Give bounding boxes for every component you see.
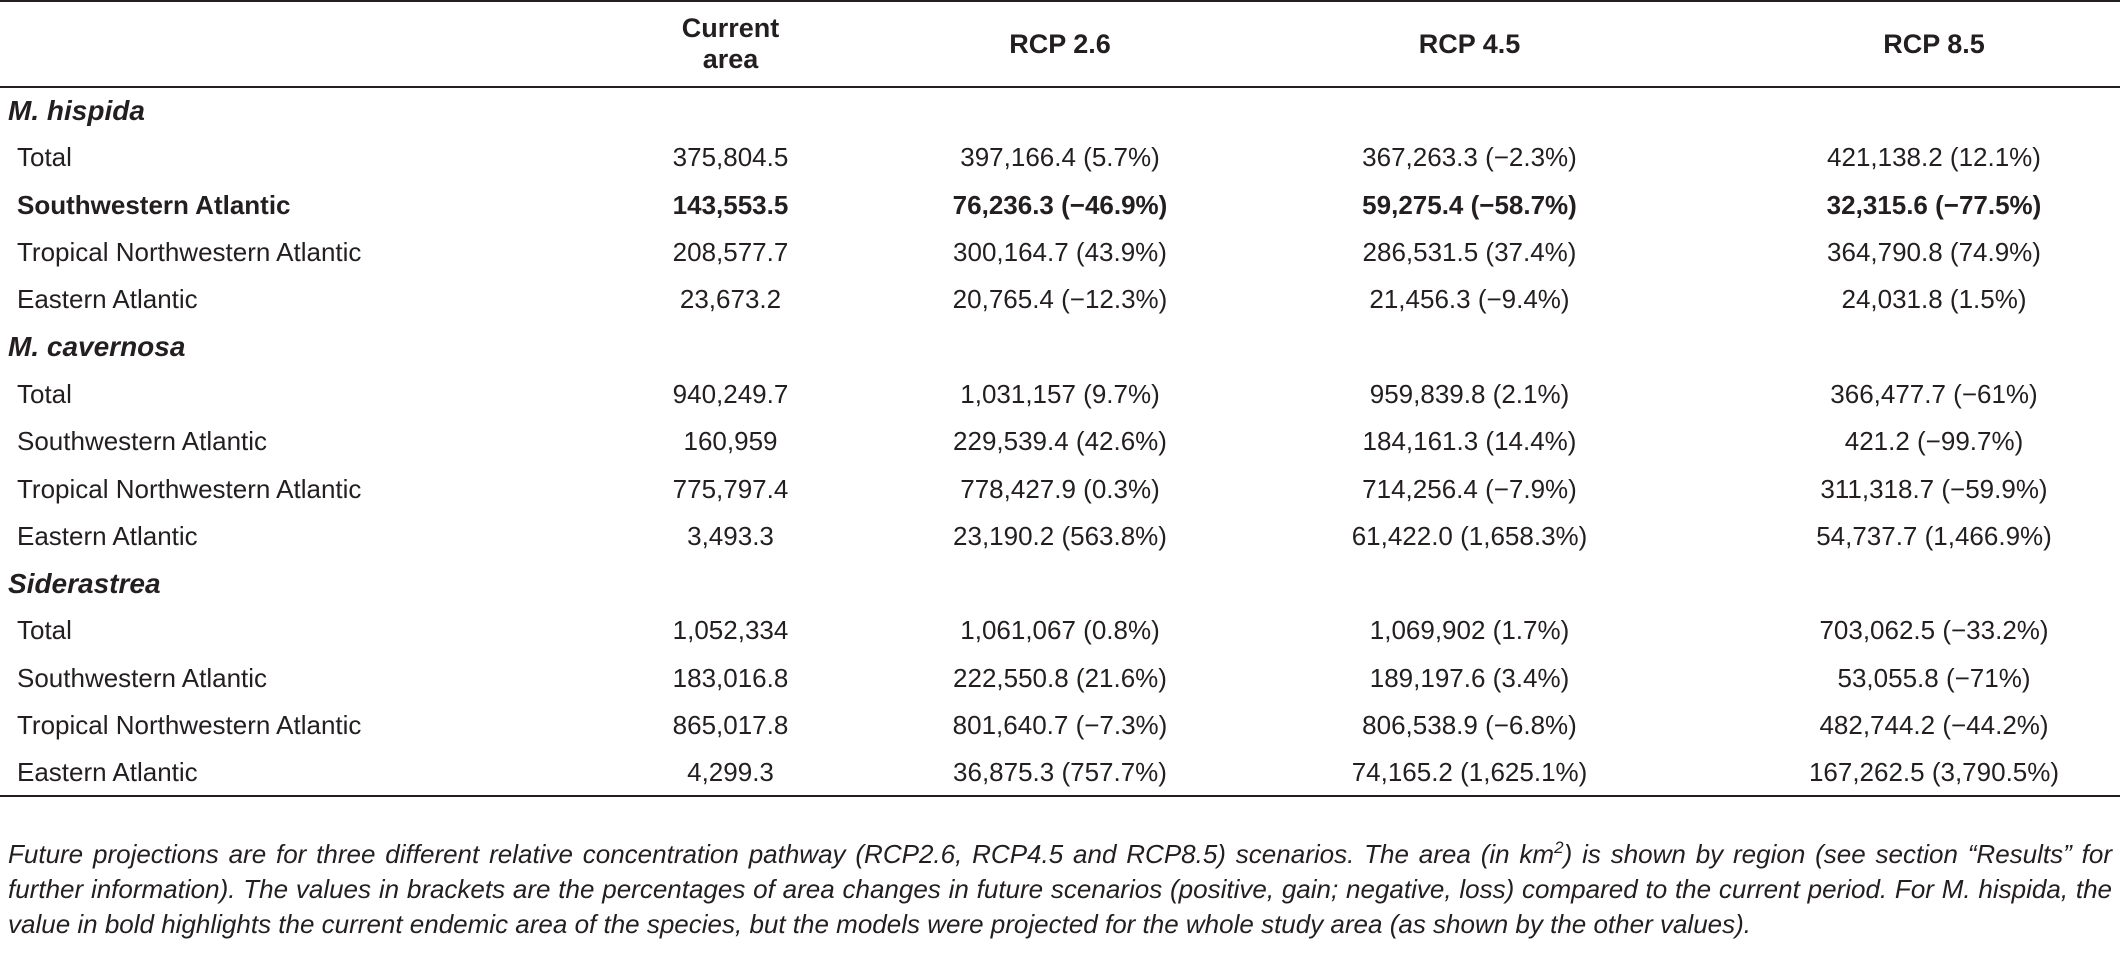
footnote-text-part2: ) is shown by region (see section “Results” for further information). The values in brackets are the percentages of area changes in future scenarios (positive, gain; negative, loss) compared to the current period. For M. hispida, the value in bold highlights the current endemic area of the species, but the models were projected for the whole study area (as shown by the other values). <box>8 839 2112 939</box>
table-row <box>0 134 2120 181</box>
cell-rcp45: 714,256.4 (−7.9%) <box>1362 473 1577 504</box>
cell-rcp45: 959,839.8 (2.1%) <box>1369 378 1570 409</box>
cell-rcp85: 32,315.6 (−77.5%) <box>1826 189 2042 220</box>
cell-current: 775,797.4 <box>672 473 789 504</box>
header-current-area: Current area <box>548 1 793 87</box>
group-row-m-cavernosa <box>0 323 2120 370</box>
group-row-m-hispida <box>0 87 2120 134</box>
cell-current: 208,577.7 <box>672 237 789 268</box>
cell-rcp45: 61,422.0 (1,658.3%) <box>1351 520 1588 551</box>
table-row <box>0 371 2120 418</box>
cell-rcp85: 364,790.8 (74.9%) <box>1827 237 2041 268</box>
cell-rcp26: 801,640.7 (−7.3%) <box>952 710 1168 740</box>
table-row <box>0 513 2120 560</box>
footnote-superscript: 2 <box>1554 838 1564 857</box>
cell-current: 143,553.5 <box>672 189 789 220</box>
cell-rcp26: 222,550.8 (21.6%) <box>953 662 1167 693</box>
cell-current: 4,299.3 <box>548 749 793 796</box>
footnote-text-part1: Future projections are for three different relative concentration pathway (RCP2.6, RCP4.5 and RCP8.5) scenarios. The area (in km <box>8 839 1555 869</box>
cell-rcp45: 189,197.6 (3.4%) <box>1369 662 1570 693</box>
row-label: Total <box>17 378 72 409</box>
cell-rcp45: 367,263.3 (−2.3%) <box>1362 142 1577 173</box>
table-body <box>0 87 2120 796</box>
cell-rcp45: 184,161.3 (14.4%) <box>1362 426 1577 457</box>
cell-rcp26: 1,031,157 (9.7%) <box>960 378 1160 409</box>
table-row <box>0 418 2120 465</box>
row-label: Eastern Atlantic <box>0 749 548 796</box>
cell-current: 160,959 <box>683 426 778 457</box>
cell-rcp26: 76,236.3 (−46.9%) <box>952 189 1168 220</box>
cell-rcp85: 53,055.8 (−71%) <box>1837 662 2031 693</box>
cell-rcp45: 59,275.4 (−58.7%) <box>1362 189 1577 220</box>
row-label: Tropical Northwestern Atlantic <box>17 710 362 740</box>
cell-rcp85: 167,262.5 (3,790.5%) <box>1678 749 2120 796</box>
table-row <box>0 655 2120 702</box>
table-header <box>0 1 2120 87</box>
cell-rcp26: 36,875.3 (757.7%) <box>793 749 1241 796</box>
table-row-highlighted <box>0 182 2120 229</box>
cell-rcp85: 421,138.2 (12.1%) <box>1827 142 2041 173</box>
cell-rcp26: 23,190.2 (563.8%) <box>953 520 1167 551</box>
table-row <box>0 702 2120 749</box>
cell-rcp45: 1,069,902 (1.7%) <box>1369 615 1570 646</box>
table-row <box>0 465 2120 512</box>
group-label: Siderastrea <box>8 567 161 599</box>
table-row <box>0 276 2120 323</box>
cell-rcp26: 778,427.9 (0.3%) <box>960 473 1160 504</box>
row-label: Eastern Atlantic <box>17 284 198 315</box>
cell-current: 865,017.8 <box>672 710 789 740</box>
cell-rcp85: 54,737.7 (1,466.9%) <box>1816 520 2052 551</box>
header-rcp26: RCP 2.6 <box>793 1 1241 87</box>
cell-rcp45: 806,538.9 (−6.8%) <box>1362 710 1577 740</box>
cell-current: 940,249.7 <box>672 378 789 409</box>
table-row <box>0 749 2120 796</box>
cell-rcp26: 20,765.4 (−12.3%) <box>952 284 1168 315</box>
cell-rcp85: 482,744.2 (−44.2%) <box>1819 710 2049 740</box>
cell-rcp85: 311,318.7 (−59.9%) <box>1820 473 2048 504</box>
cell-rcp26: 397,166.4 (5.7%) <box>960 142 1160 173</box>
cell-rcp85: 703,062.5 (−33.2%) <box>1819 615 2049 646</box>
row-label: Southwestern Atlantic <box>17 426 268 457</box>
table-row <box>0 607 2120 654</box>
row-label: Total <box>17 142 72 173</box>
table-row <box>0 229 2120 276</box>
row-label: Southwestern Atlantic <box>17 662 268 693</box>
cell-rcp85: 24,031.8 (1.5%) <box>1841 284 2027 315</box>
header-region <box>0 1 548 87</box>
cell-rcp45: 74,165.2 (1,625.1%) <box>1241 749 1678 796</box>
cell-rcp26: 300,164.7 (43.9%) <box>953 237 1167 268</box>
cell-rcp26: 1,061,067 (0.8%) <box>960 615 1160 646</box>
group-row-siderastrea <box>0 560 2120 607</box>
row-label: Total <box>17 615 72 646</box>
cell-rcp45: 286,531.5 (37.4%) <box>1362 237 1577 268</box>
header-rcp45: RCP 4.5 <box>1241 1 1678 87</box>
cell-rcp85: 421.2 (−99.7%) <box>1844 426 2024 457</box>
header-rcp85: RCP 8.5 <box>1678 1 2120 87</box>
group-label: M. hispida <box>8 95 145 127</box>
cell-current: 3,493.3 <box>687 520 774 551</box>
cell-current: 1,052,334 <box>672 615 789 646</box>
cell-rcp45: 21,456.3 (−9.4%) <box>1369 284 1570 315</box>
row-label: Southwestern Atlantic <box>17 189 291 220</box>
row-label: Tropical Northwestern Atlantic <box>17 473 362 504</box>
table-footnote <box>8 837 2112 942</box>
cell-rcp26: 229,539.4 (42.6%) <box>953 426 1167 457</box>
row-label: Eastern Atlantic <box>17 520 198 551</box>
cell-current: 183,016.8 <box>672 662 789 693</box>
cell-current: 23,673.2 <box>679 284 782 315</box>
group-label: M. cavernosa <box>8 331 186 363</box>
cell-rcp85: 366,477.7 (−61%) <box>1830 378 2038 409</box>
header-row <box>0 1 2120 87</box>
row-label: Tropical Northwestern Atlantic <box>17 237 362 268</box>
cell-current: 375,804.5 <box>672 142 789 173</box>
